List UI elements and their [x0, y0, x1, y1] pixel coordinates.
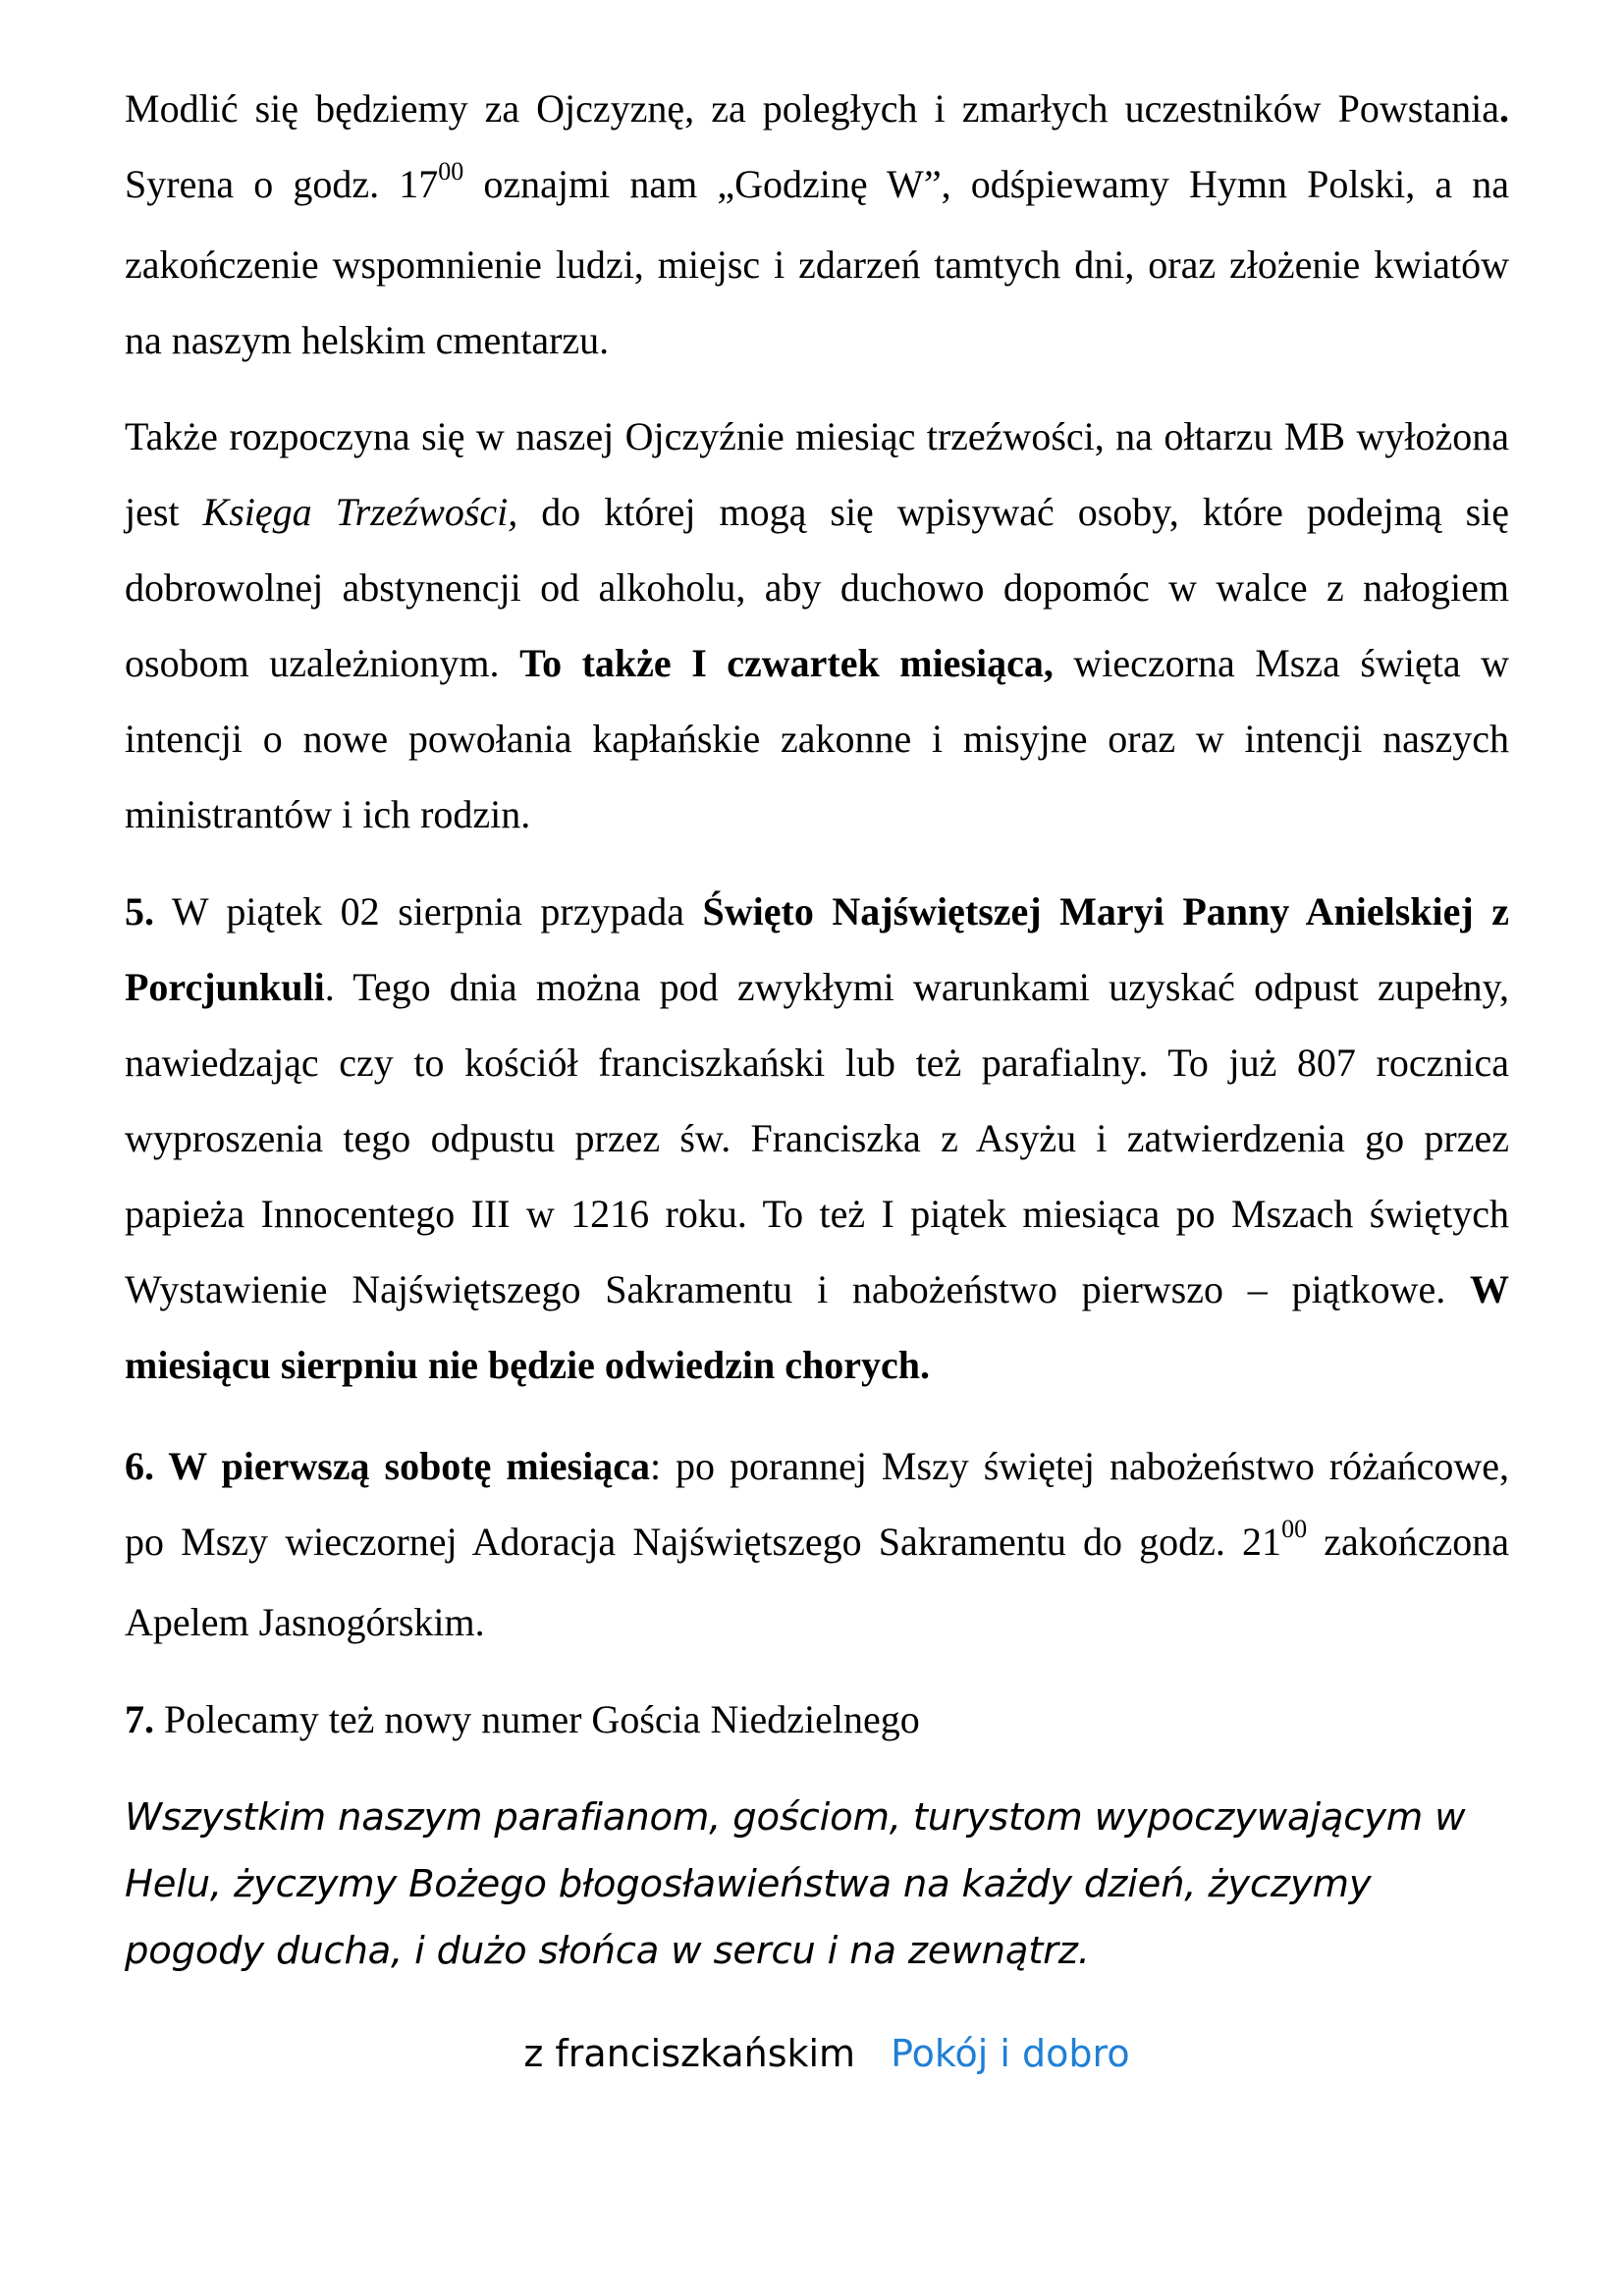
paragraph-item-7	[125, 1682, 1509, 1757]
signoff-text: z franciszkańskim	[523, 2032, 856, 2075]
paragraph-item-5	[125, 874, 1509, 1403]
paragraph-text: Syrena o godz. 17	[125, 162, 439, 206]
bold-text: W miesiącu sierpniu nie będzie odwiedzin chorych.	[125, 1267, 1509, 1387]
paragraph-text: Polecamy też nowy numer Gościa Niedzielnego	[154, 1697, 920, 1741]
item-number: 7.	[125, 1697, 154, 1741]
paragraph-text: zakończona Apelem Jasnogórskim.	[125, 1520, 1509, 1644]
paragraph-item-6	[125, 1428, 1509, 1660]
bold-text: To także I czwartek miesiąca,	[519, 641, 1054, 685]
bulletin-page	[125, 71, 1509, 2085]
paragraph-text: do której mogą się wpisywać osoby, które podejmą się dobrowolnej abstynencji od alkoholu, aby duchowo dopomóc w walce z nałogiem osobom uzależnionym.	[125, 490, 1510, 685]
paragraph-text: Modlić się będziemy za Ojczyznę, za poległych i zmarłych uczestników Powstania	[125, 86, 1499, 131]
signoff-accent: Pokój i dobro	[891, 2032, 1130, 2075]
paragraph-text: Także rozpoczyna się w naszej Ojczyźnie miesiąc trzeźwości, na ołtarzu MB wyłożona jest	[125, 414, 1509, 534]
paragraph-text: oznajmi nam „Godzinę W”, odśpiewamy Hymn Polski, a na zakończenie wspomnienie ludzi, miejsc i zdarzeń tamtych dni, oraz złożenie kwiatów na naszym helskim cmentarzu.	[125, 162, 1509, 362]
italic-text: Księga Trzeźwości,	[202, 490, 518, 534]
paragraph-text: W piątek 02 sierpnia przypada	[154, 889, 703, 934]
paragraph-text: wieczorna Msza święta w intencji o nowe powołania kapłańskie zakonne i misyjne oraz w intencji naszych ministrantów i ich rodzin.	[125, 641, 1509, 836]
superscript: 00	[1281, 1515, 1308, 1543]
superscript: 00	[438, 157, 464, 186]
bold-text: Święto Najświętszej Maryi Panny Anielskiej z Porcjunkuli	[125, 889, 1509, 1009]
paragraph-text: : po porannej Mszy świętej nabożeństwo różańcowe, po Mszy wieczornej Adoracja Najświętszego Sakramentu do godz. 21	[125, 1444, 1509, 1564]
paragraph-text: . Tego dnia można pod zwykłymi warunkami uzyskać odpust zupełny, nawiedzając czy to kościół franciszkański lub też parafialny. To już 807 rocznica wyproszenia tego odpustu przez św. Franciszka z Asyżu i zatwierdzenia go przez papieża Innocentego III w 1216 roku. To też I piątek miesiąca po Mszach świętych Wystawienie Najświętszego Sakramentu i nabożeństwo pierwszo – piątkowe.	[125, 965, 1509, 1311]
paragraph-uprising-commemoration	[125, 71, 1509, 378]
bold-text: .	[1499, 86, 1509, 131]
closing-wishes: Wszystkim naszym parafianom, gościom, turystom wypoczywającym w Helu, życzymy Bożego błogosławieństwa na każdy dzień, życzymy pogody ducha, i dużo słońca w sercu i na zewnątrz.	[125, 1795, 1466, 1973]
item-number: 5.	[125, 889, 154, 934]
signoff	[125, 2022, 1509, 2085]
bold-text: 6. W pierwszą sobotę miesiąca	[125, 1444, 650, 1488]
paragraph-sobriety-month	[125, 399, 1509, 852]
